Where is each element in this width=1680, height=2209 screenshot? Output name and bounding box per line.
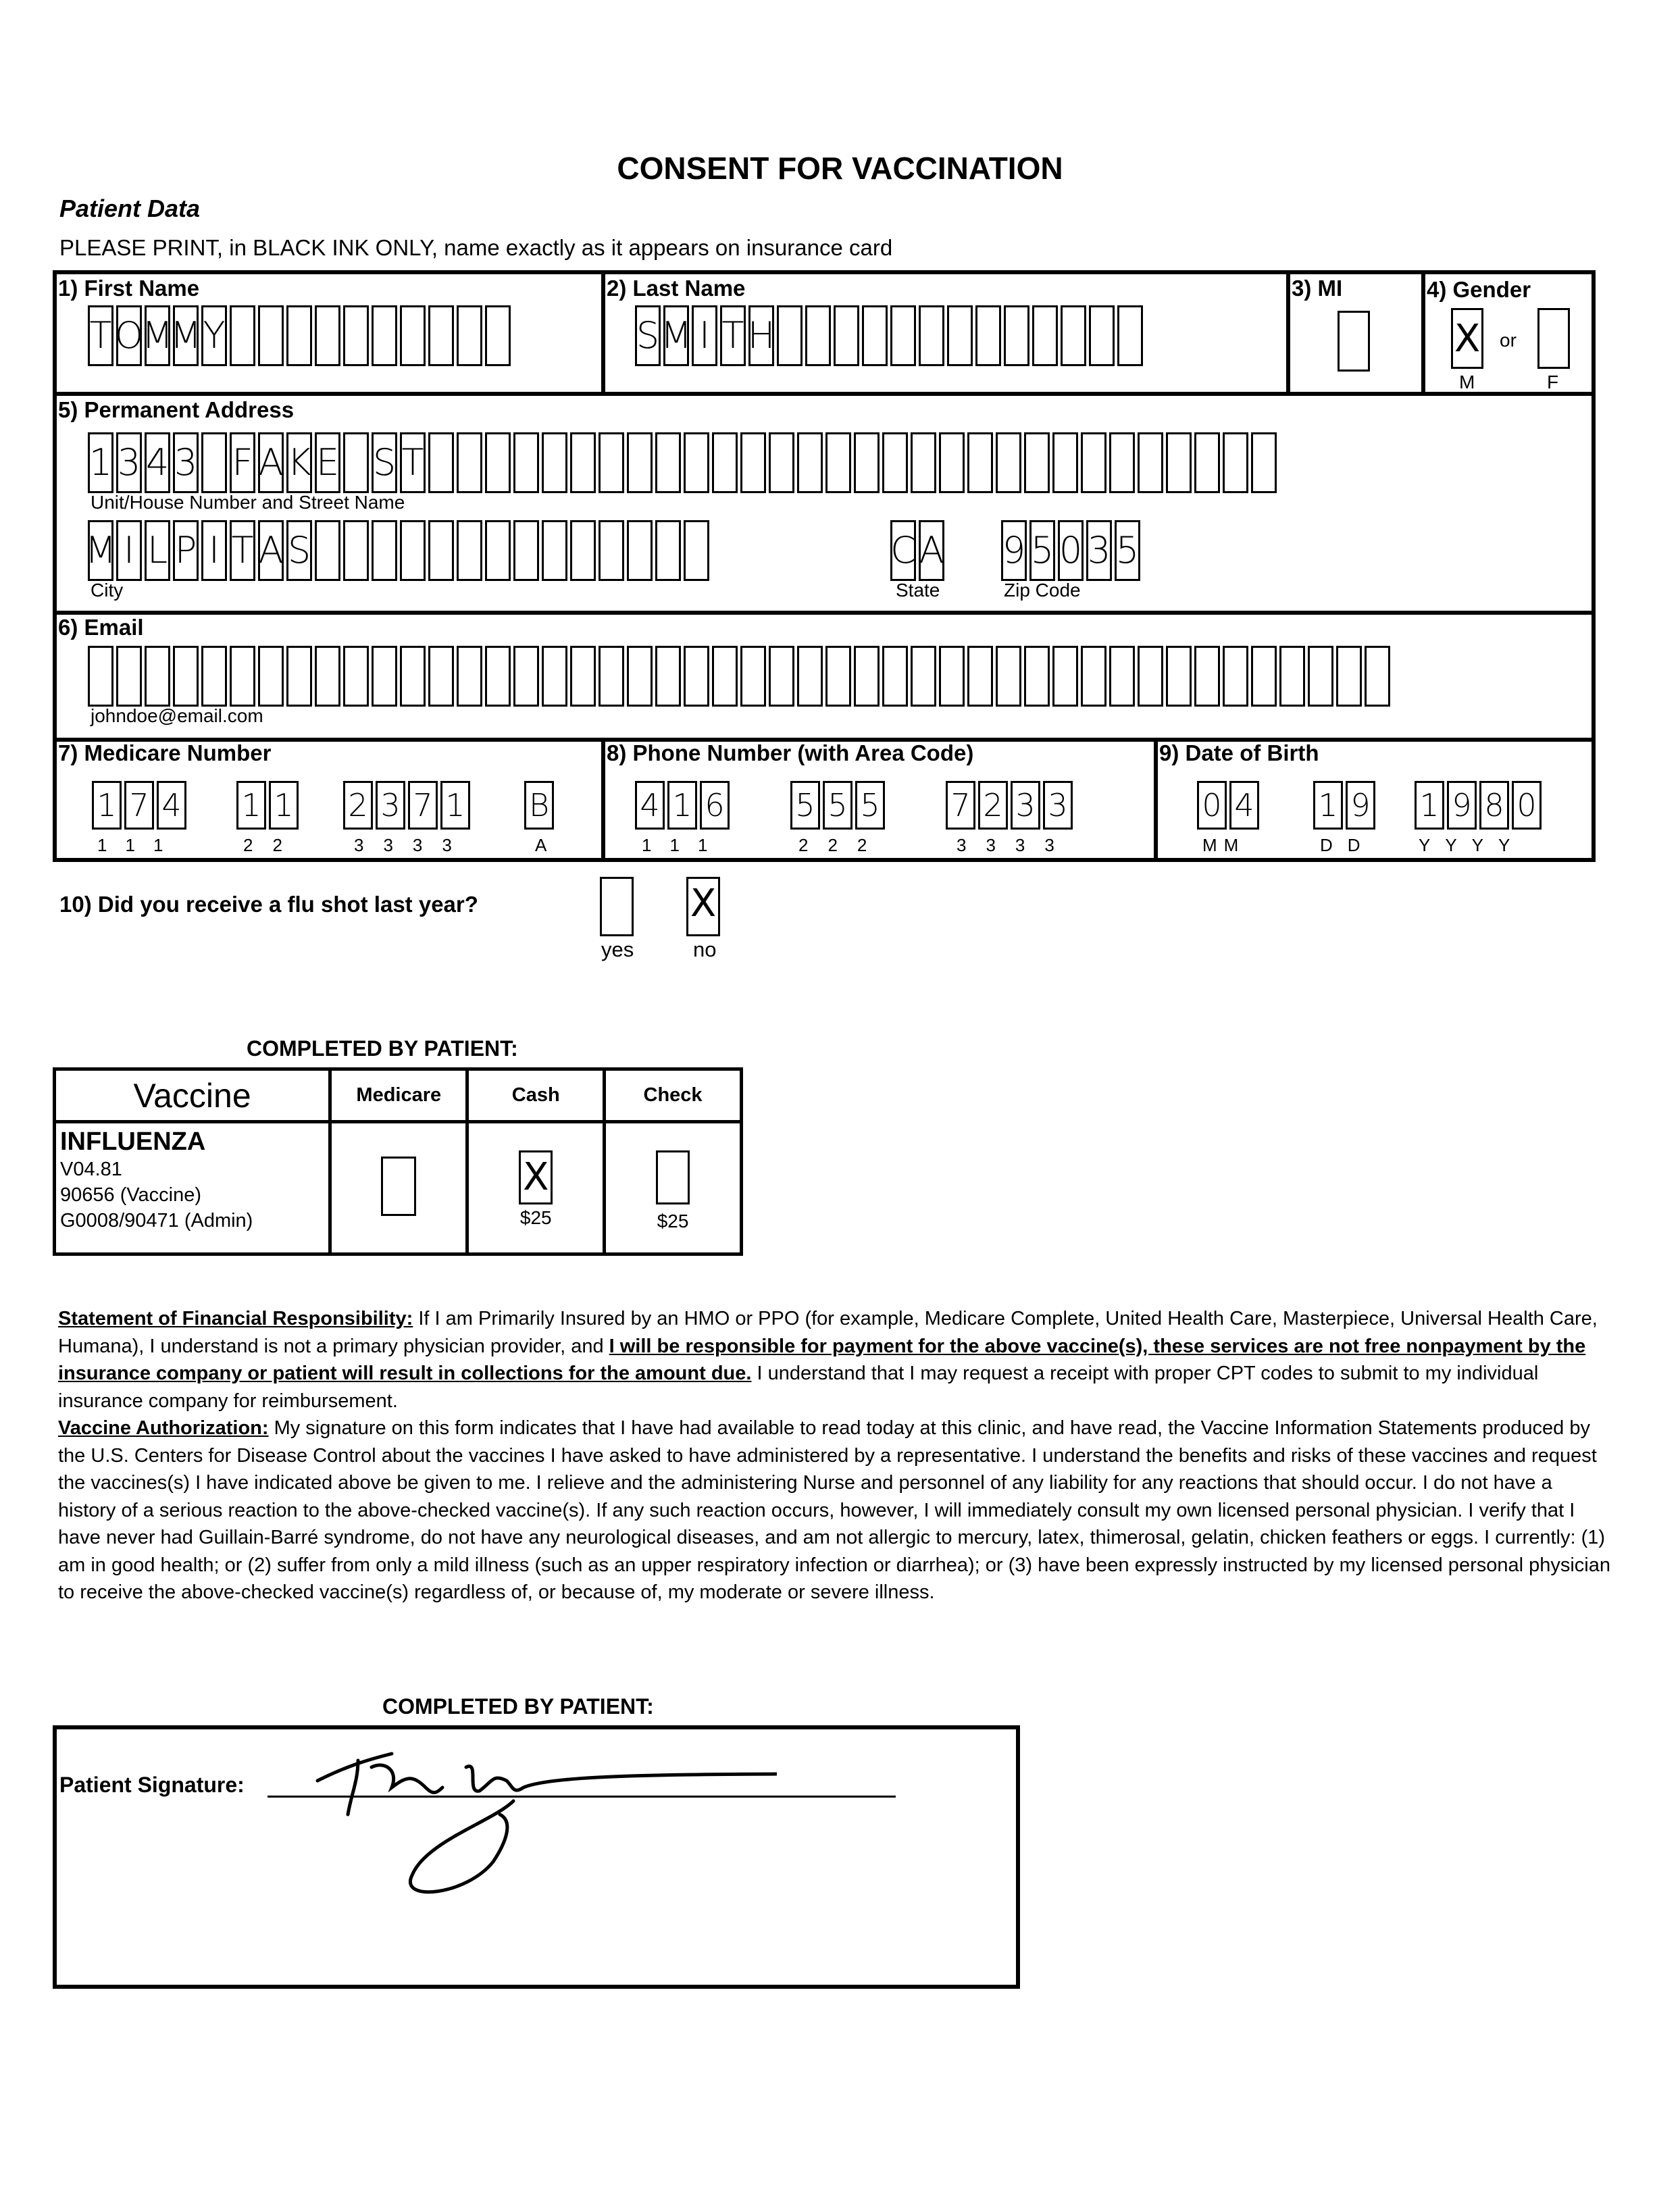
char-box[interactable]: 1 <box>667 781 697 830</box>
flu-question: 10) Did you receive a flu shot last year? <box>59 892 478 917</box>
char-box[interactable]: A <box>258 520 284 581</box>
char-box[interactable] <box>882 646 908 707</box>
char-box[interactable]: M <box>88 520 113 581</box>
cash-cell <box>467 1122 605 1254</box>
char-box[interactable]: 3 <box>376 781 405 830</box>
gender-m-checkbox[interactable]: X <box>1451 308 1483 369</box>
last-name-label: 2) Last Name <box>607 276 746 301</box>
vaccine-name: INFLUENZA <box>60 1127 206 1156</box>
char-box[interactable]: 5 <box>823 781 852 830</box>
char-box[interactable] <box>145 646 170 707</box>
char-box[interactable] <box>315 646 340 707</box>
vaccine-table <box>53 1067 743 1256</box>
char-box[interactable]: T <box>400 432 426 493</box>
char-box[interactable] <box>485 305 511 366</box>
char-box[interactable] <box>1061 305 1086 366</box>
char-box[interactable] <box>919 305 944 366</box>
char-box[interactable]: A <box>919 520 944 581</box>
char-box[interactable]: 5 <box>855 781 885 830</box>
check-header: Check <box>605 1069 742 1122</box>
char-box[interactable]: M <box>173 305 199 366</box>
char-box[interactable]: 3 <box>116 432 142 493</box>
char-box[interactable] <box>1251 646 1277 707</box>
char-box[interactable] <box>343 520 369 581</box>
char-box[interactable] <box>258 646 284 707</box>
gender-f-caption: F <box>1547 372 1559 392</box>
char-box[interactable] <box>862 305 888 366</box>
char-box[interactable] <box>797 432 823 493</box>
char-box[interactable] <box>627 646 653 707</box>
char-box[interactable]: 4 <box>635 781 665 830</box>
email-label: 6) Email <box>58 615 144 640</box>
char-box[interactable]: 4 <box>157 781 186 830</box>
state-field[interactable] <box>890 520 947 581</box>
char-box[interactable] <box>975 305 1001 366</box>
char-box[interactable] <box>805 305 831 366</box>
char-box[interactable] <box>457 646 482 707</box>
char-box[interactable] <box>655 520 681 581</box>
char-box[interactable] <box>1223 646 1248 707</box>
char-box[interactable] <box>1365 646 1390 707</box>
char-box[interactable] <box>343 646 369 707</box>
vaccine-code-3: G0008/90471 (Admin) <box>60 1210 253 1232</box>
medicare-caption-4: A <box>535 835 567 855</box>
char-box[interactable]: S <box>635 305 661 366</box>
char-box[interactable]: 7 <box>408 781 438 830</box>
char-box[interactable] <box>1251 432 1277 493</box>
medicare-checkbox[interactable] <box>381 1157 416 1216</box>
char-box[interactable]: 1 <box>269 781 299 830</box>
char-box[interactable] <box>173 646 199 707</box>
financial-text-2: I understand that I may request a receipt with proper CPT codes to submit to my individual insurance company for reimbursement. <box>58 1363 1539 1412</box>
char-box[interactable] <box>1024 432 1050 493</box>
cash-header: Cash <box>467 1069 605 1122</box>
vaccine-code-2: 90656 (Vaccine) <box>60 1184 202 1206</box>
char-box[interactable] <box>1052 646 1078 707</box>
char-box[interactable] <box>1166 646 1192 707</box>
char-box[interactable]: 7 <box>946 781 975 830</box>
char-box[interactable] <box>400 646 426 707</box>
phone-caption-2: 222 <box>798 835 887 855</box>
zip-field[interactable] <box>1001 520 1143 581</box>
mi-label: 3) MI <box>1292 276 1343 301</box>
char-box[interactable]: 9 <box>1447 781 1477 830</box>
char-box[interactable] <box>230 305 255 366</box>
char-box[interactable]: I <box>201 520 227 581</box>
char-box[interactable]: M <box>663 305 689 366</box>
email-caption: johndoe@email.com <box>91 705 263 726</box>
char-box[interactable] <box>570 646 596 707</box>
char-box[interactable] <box>542 646 567 707</box>
phone-prefix[interactable] <box>790 781 888 830</box>
financial-responsibility-paragraph <box>58 1305 1612 1415</box>
char-box[interactable] <box>712 646 738 707</box>
char-box[interactable] <box>513 646 539 707</box>
char-box[interactable] <box>88 646 113 707</box>
char-box[interactable] <box>825 646 851 707</box>
medicare-caption-1: 111 <box>97 835 183 855</box>
medicare-caption-2: 22 <box>243 835 302 855</box>
char-box[interactable] <box>1223 432 1248 493</box>
char-box[interactable] <box>882 432 908 493</box>
char-box[interactable] <box>1032 305 1058 366</box>
char-box[interactable] <box>428 432 454 493</box>
char-box[interactable]: 9 <box>1001 520 1027 581</box>
char-box[interactable] <box>740 646 766 707</box>
char-box[interactable]: 4 <box>1229 781 1259 830</box>
char-box[interactable] <box>1194 646 1220 707</box>
char-box[interactable]: Y <box>201 305 227 366</box>
phone-line[interactable] <box>946 781 1075 830</box>
char-box[interactable]: P <box>173 520 199 581</box>
char-box[interactable] <box>1052 432 1078 493</box>
medicare-label: 7) Medicare Number <box>58 740 272 765</box>
patient-data-heading: Patient Data <box>59 195 201 222</box>
char-box[interactable]: 0 <box>1197 781 1227 830</box>
char-box[interactable] <box>457 305 482 366</box>
dob-label: 9) Date of Birth <box>1159 740 1319 765</box>
char-box[interactable]: O <box>116 305 142 366</box>
char-box[interactable] <box>457 432 482 493</box>
medicare-caption-3: 3333 <box>354 835 472 855</box>
char-box[interactable] <box>911 646 936 707</box>
gender-label: 4) Gender <box>1427 277 1531 302</box>
financial-responsibility-heading: Statement of Financial Responsibility: <box>58 1308 413 1329</box>
char-box[interactable]: S <box>286 520 312 581</box>
financial-text-1: If I am Primarily Insured by an HMO or PPO (for example, Medicare Complete, United Health Care, Masterpiece, Universal Health Care, Humana), I understand is not a primary physician provider, and <box>58 1308 1598 1357</box>
char-box[interactable]: L <box>145 520 170 581</box>
cash-checkbox[interactable]: X <box>519 1150 553 1204</box>
char-box[interactable] <box>1138 432 1163 493</box>
vaccine-row-influenza <box>55 1122 742 1254</box>
char-box[interactable] <box>797 646 823 707</box>
char-box[interactable]: 9 <box>1346 781 1375 830</box>
vaccine-authorization-text: My signature on this form indicates that I have had available to read today at this clinic, and have read, the Vaccine Information Statements produced by the U.S. Centers for Disease Control about the vaccines I have asked to have administered by a representative. I understand the benefits and risks of these vaccines and request the vaccines(s) I have indicated above be given to me. I relieve and the administering Nurse and personnel of any liability for any reactions that should occur. I do not have a history of a serious reaction to the above-checked vaccine(s). If any such reaction occurs, however, I will immediately consult my own licensed personal physician. I verify that I have never had Guillain-Barré syndrome, do not have any neurological diseases, and am not allergic to mercury, latex, thimerosal, gelatin, chicken feathers or eggs. I currently: (1) am in good health; or (2) suffer from only a mild illness (such as an upper respiratory infection or diarrhea); or (3) have been expressly instructed by my licensed personal physician to receive the above-checked vaccine(s) regardless of, or because of, my moderate or severe illness. <box>58 1417 1611 1603</box>
gender-or-text: or <box>1500 330 1517 351</box>
medicare-header: Medicare <box>330 1069 467 1122</box>
char-box[interactable] <box>343 432 369 493</box>
char-box[interactable] <box>1336 646 1362 707</box>
dob-caption-day: DD <box>1320 835 1375 855</box>
char-box[interactable] <box>627 520 653 581</box>
city-field[interactable] <box>84 520 712 581</box>
char-box[interactable] <box>1279 646 1305 707</box>
char-box[interactable] <box>1081 646 1106 707</box>
char-box[interactable]: 1 <box>440 781 470 830</box>
char-box[interactable] <box>485 520 511 581</box>
char-box[interactable] <box>996 432 1021 493</box>
phone-label: 8) Phone Number (with Area Code) <box>607 740 974 765</box>
char-box[interactable]: 1 <box>88 432 113 493</box>
char-box[interactable] <box>1004 305 1029 366</box>
city-caption: City <box>91 580 124 601</box>
signature-label: Patient Signature: <box>59 1773 245 1797</box>
char-box[interactable] <box>570 520 596 581</box>
char-box[interactable] <box>485 646 511 707</box>
char-box[interactable]: 3 <box>1086 520 1112 581</box>
char-box[interactable]: 5 <box>790 781 820 830</box>
char-box[interactable] <box>485 432 511 493</box>
char-box[interactable] <box>1117 305 1143 366</box>
char-box[interactable] <box>1109 432 1135 493</box>
char-box[interactable]: T <box>230 520 255 581</box>
char-box[interactable] <box>854 646 880 707</box>
medicare-group-1[interactable] <box>92 781 189 830</box>
char-box[interactable] <box>1138 646 1163 707</box>
char-box[interactable] <box>372 305 397 366</box>
char-box[interactable]: K <box>286 432 312 493</box>
char-box[interactable] <box>939 432 965 493</box>
char-box[interactable] <box>372 646 397 707</box>
char-box[interactable] <box>542 520 567 581</box>
completed-by-patient-heading-2: COMPLETED BY PATIENT: <box>382 1694 654 1719</box>
char-box[interactable]: E <box>315 432 340 493</box>
char-box[interactable] <box>825 432 851 493</box>
char-box[interactable] <box>777 305 803 366</box>
last-name-field[interactable] <box>635 305 1146 366</box>
flu-yes-label: yes <box>601 938 634 961</box>
flu-no-label: no <box>693 938 717 961</box>
first-name-field[interactable] <box>88 305 513 366</box>
flu-no-checkbox[interactable]: X <box>686 877 720 936</box>
char-box[interactable] <box>1166 432 1192 493</box>
char-box[interactable] <box>655 432 681 493</box>
char-box[interactable]: 7 <box>124 781 154 830</box>
char-box[interactable] <box>712 432 738 493</box>
phone-caption-3: 3333 <box>957 835 1074 855</box>
char-box[interactable]: 1 <box>1313 781 1343 830</box>
char-box[interactable] <box>684 520 709 581</box>
char-box[interactable] <box>911 432 936 493</box>
check-cell <box>605 1122 742 1254</box>
form-title: CONSENT FOR VACCINATION <box>617 151 1063 186</box>
address-label: 5) Permanent Address <box>58 397 295 422</box>
char-box[interactable] <box>996 646 1021 707</box>
dob-caption-year: YYYY <box>1419 835 1525 855</box>
check-checkbox[interactable] <box>656 1150 690 1204</box>
vaccine-code-1: V04.81 <box>60 1159 122 1180</box>
char-box[interactable]: 0 <box>1512 781 1542 830</box>
gender-m-caption: M <box>1459 372 1475 392</box>
char-box[interactable]: T <box>720 305 746 366</box>
char-box[interactable] <box>1308 646 1333 707</box>
char-box[interactable] <box>627 432 653 493</box>
char-box[interactable] <box>967 646 993 707</box>
char-box[interactable]: 3 <box>1011 781 1040 830</box>
char-box[interactable] <box>854 432 880 493</box>
char-box[interactable] <box>428 305 454 366</box>
state-caption: State <box>896 580 940 601</box>
char-box[interactable] <box>947 305 973 366</box>
mi-field[interactable] <box>1338 311 1370 372</box>
char-box[interactable] <box>201 432 227 493</box>
char-box[interactable]: 2 <box>343 781 373 830</box>
financial-bold-text: I will be responsible for payment for the above vaccine(s), these services are not free nonpayment by the insurance company or patient will result in collections for the amount due. <box>58 1335 1586 1384</box>
vaccine-info-cell <box>55 1122 330 1254</box>
char-box[interactable] <box>1081 432 1106 493</box>
char-box[interactable] <box>286 305 312 366</box>
char-box[interactable]: I <box>692 305 717 366</box>
char-box[interactable]: S <box>372 432 397 493</box>
email-field[interactable] <box>88 646 1393 707</box>
char-box[interactable] <box>1024 646 1050 707</box>
char-box[interactable] <box>890 305 916 366</box>
dob-month[interactable] <box>1197 781 1262 830</box>
dob-caption-month: MM <box>1202 835 1246 855</box>
char-box[interactable] <box>372 520 397 581</box>
char-box[interactable] <box>769 432 794 493</box>
medicare-cell <box>330 1122 467 1254</box>
check-price: $25 <box>657 1211 689 1232</box>
street-caption: Unit/House Number and Street Name <box>91 492 405 513</box>
completed-by-patient-heading-1: COMPLETED BY PATIENT: <box>247 1036 518 1061</box>
medicare-group-3[interactable] <box>343 781 473 830</box>
char-box[interactable]: 1 <box>236 781 266 830</box>
char-box[interactable]: H <box>748 305 774 366</box>
dob-day[interactable] <box>1313 781 1378 830</box>
char-box[interactable] <box>599 432 624 493</box>
char-box[interactable]: A <box>258 432 284 493</box>
char-box[interactable]: F <box>230 432 255 493</box>
char-box[interactable] <box>834 305 859 366</box>
char-box[interactable] <box>740 432 766 493</box>
char-box[interactable] <box>428 520 454 581</box>
char-box[interactable] <box>1089 305 1115 366</box>
char-box[interactable] <box>599 520 624 581</box>
char-box[interactable]: T <box>88 305 113 366</box>
medicare-group-2[interactable] <box>236 781 301 830</box>
char-box[interactable] <box>599 646 624 707</box>
char-box[interactable] <box>286 646 312 707</box>
char-box[interactable] <box>116 646 142 707</box>
char-box[interactable]: 0 <box>1058 520 1084 581</box>
first-name-label: 1) First Name <box>58 276 200 301</box>
char-box[interactable] <box>513 432 539 493</box>
dob-year[interactable] <box>1415 781 1544 830</box>
gender-f-checkbox[interactable] <box>1537 308 1570 369</box>
char-box[interactable] <box>655 646 681 707</box>
char-box[interactable] <box>542 432 567 493</box>
char-box[interactable]: 4 <box>145 432 170 493</box>
char-box[interactable]: I <box>116 520 142 581</box>
char-box[interactable]: C <box>890 520 916 581</box>
handwritten-signature <box>290 1740 777 1902</box>
char-box[interactable] <box>315 520 340 581</box>
vaccine-authorization-heading: Vaccine Authorization: <box>58 1417 269 1439</box>
char-box[interactable] <box>315 305 340 366</box>
char-box[interactable]: 5 <box>1029 520 1055 581</box>
char-box[interactable] <box>684 646 709 707</box>
char-box[interactable] <box>400 520 426 581</box>
char-box[interactable]: 3 <box>1043 781 1073 830</box>
vaccine-table-header <box>55 1069 742 1122</box>
char-box[interactable] <box>201 646 227 707</box>
char-box[interactable]: 6 <box>700 781 730 830</box>
char-box[interactable] <box>1194 432 1220 493</box>
char-box[interactable] <box>258 305 284 366</box>
char-box[interactable]: M <box>145 305 170 366</box>
char-box[interactable]: B <box>524 781 554 830</box>
char-box[interactable]: 5 <box>1115 520 1140 581</box>
char-box[interactable] <box>343 305 369 366</box>
char-box[interactable] <box>513 520 539 581</box>
char-box[interactable]: 3 <box>173 432 199 493</box>
char-box[interactable] <box>939 646 965 707</box>
street-field[interactable] <box>88 432 1279 493</box>
print-instruction: PLEASE PRINT, in BLACK INK ONLY, name exactly as it appears on insurance card <box>59 235 893 260</box>
char-box[interactable] <box>967 432 993 493</box>
cash-price: $25 <box>519 1207 552 1228</box>
medicare-group-4[interactable] <box>524 781 557 830</box>
char-box[interactable]: 1 <box>1415 781 1444 830</box>
vaccine-header: Vaccine <box>55 1069 330 1122</box>
phone-area-code[interactable] <box>635 781 732 830</box>
flu-yes-checkbox[interactable] <box>600 877 634 936</box>
char-box[interactable] <box>570 432 596 493</box>
char-box[interactable] <box>684 432 709 493</box>
vaccine-authorization-paragraph <box>58 1415 1612 1606</box>
char-box[interactable] <box>428 646 454 707</box>
phone-caption-1: 111 <box>642 835 728 855</box>
char-box[interactable] <box>230 646 255 707</box>
char-box[interactable] <box>769 646 794 707</box>
char-box[interactable] <box>1109 646 1135 707</box>
char-box[interactable] <box>400 305 426 366</box>
char-box[interactable] <box>457 520 482 581</box>
char-box[interactable]: 1 <box>92 781 122 830</box>
char-box[interactable]: 8 <box>1479 781 1509 830</box>
zip-caption: Zip Code <box>1004 580 1081 601</box>
char-box[interactable]: 2 <box>978 781 1008 830</box>
